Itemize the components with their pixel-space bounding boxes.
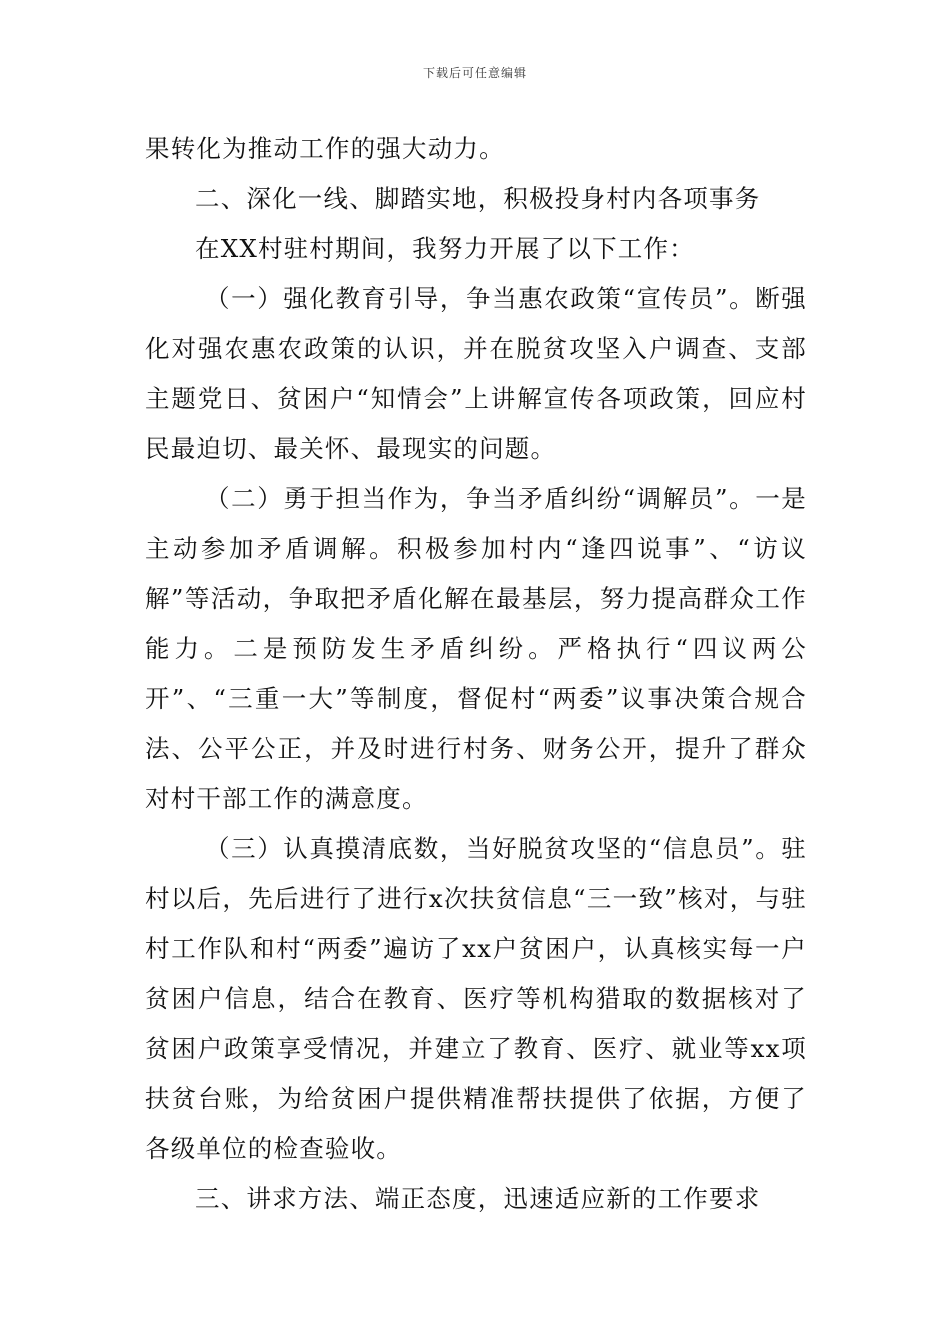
paragraph-continuation: 果转化为推动工作的强大动力。 (145, 134, 505, 163)
paragraph-item-3: （三）认真摸清底数，当好脱贫攻坚的“信息员”。驻村以后，先后进行了进行x次扶贫信息“三一致”核对，与驻村工作队和村“两委”遍访了xx户贫困户，认真核实每一户贫困户信息，结合在教育、医疗等机构猎取的数据核对了贫困户政策享受情况，并建立了教育、医疗、就业等xx项扶贫台账，为给贫困户提供精准帮扶提供了依据，方便了各级单位的检查验收。 (145, 834, 807, 1163)
section-heading-2: 二、深化一线、脚踏实地，积极投身村内各项事务 (195, 184, 761, 213)
paragraph-intro: 在XX村驻村期间，我努力开展了以下工作： (195, 234, 695, 263)
paragraph-item-1: （一）强化教育引导，争当惠农政策“宣传员”。断强化对强农惠农政策的认识，并在脱贫攻坚入户调查、支部主题党日、贫困户“知情会”上讲解宣传各项政策，回应村民最迫切、最关怀、最现实的问题。 (145, 284, 807, 463)
document-body (145, 124, 807, 1224)
paragraph-item-2: （二）勇于担当作为，争当矛盾纠纷“调解员”。一是主动参加矛盾调解。积极参加村内“逢四说事”、“访议解”等活动，争取把矛盾化解在最基层，努力提高群众工作能力。二是预防发生矛盾纠纷。严格执行“四议两公开”、“三重一大”等制度，督促村“两委”议事决策合规合法、公平公正，并及时进行村务、财务公开，提升了群众对村干部工作的满意度。 (145, 484, 807, 813)
page-header: 下载后可任意编辑 (422, 66, 527, 80)
section-heading-3: 三、讲求方法、端正态度，迅速适应新的工作要求 (195, 1184, 761, 1213)
